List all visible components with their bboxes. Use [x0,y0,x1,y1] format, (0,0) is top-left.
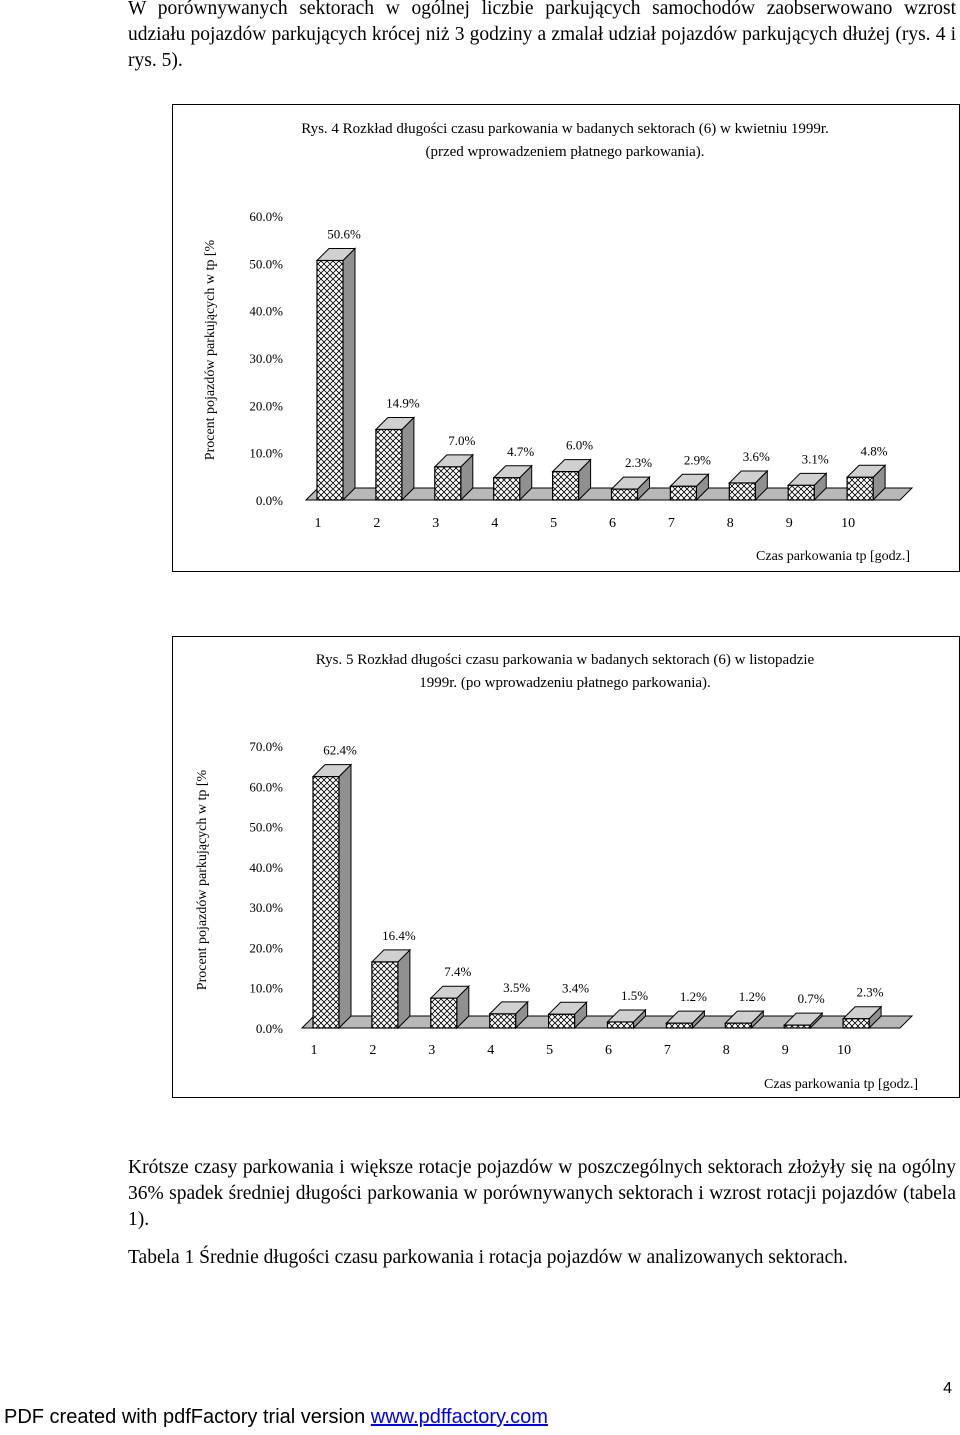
x-tick-label: 9 [785,516,793,531]
data-label: 2.9% [683,452,711,468]
data-label: 3.4% [562,980,590,996]
figure-4-title-line1: Rys. 4 Rozkład długości czasu parkowania w badanych sektorach (6) w kwietniu 1999r. [301,121,829,137]
footer-text: PDF created with pdfFactory trial version [4,1406,371,1428]
data-label: 7.4% [444,964,472,980]
x-tick-label: 1 [314,516,322,531]
data-label: 16.4% [382,927,416,943]
y-tick-label: 10.0% [249,445,283,461]
data-label: 2.3% [624,455,653,471]
x-tick-label: 5 [546,1043,554,1058]
x-tick-label: 2 [369,1043,377,1058]
x-axis-label: Czas parkowania tp [godz.] [764,1077,918,1092]
pdf-footer [4,1406,548,1429]
x-tick-label: 3 [428,1043,436,1058]
x-tick-label: 6 [605,1043,612,1058]
data-label: 4.8% [860,443,888,459]
y-axis-label: Procent pojazdów parkujących w tp [% [195,769,210,991]
x-tick-label: 2 [373,516,381,531]
data-label: 62.4% [323,742,357,758]
x-tick-label: 4 [491,516,499,531]
y-tick-label: 30.0% [249,900,283,916]
data-label: 14.9% [386,395,420,411]
x-tick-label: 3 [432,516,440,531]
y-tick-label: 60.0% [249,209,283,224]
x-tick-label: 4 [487,1043,495,1058]
y-tick-label: 40.0% [249,303,283,319]
page-number: 4 [943,1380,952,1397]
bar [431,986,469,1028]
x-tick-label: 7 [667,516,675,531]
data-label: 2.3% [856,984,884,1000]
x-tick-label: 7 [663,1043,671,1058]
table-caption: Tabela 1 Średnie długości czasu parkowania i rotacja pojazdów w analizowanych sektorach. [128,1247,848,1268]
data-label: 50.6% [327,226,361,242]
data-label: 3.6% [742,448,770,464]
y-tick-label: 50.0% [249,256,283,272]
x-tick-label: 5 [550,516,558,531]
y-tick-label: 60.0% [249,779,283,795]
x-tick-label: 10 [837,1043,852,1058]
data-label: 6.0% [566,437,594,453]
intro-paragraph: W porównywanych sektorach w ogólnej liczbie parkujących samochodów zaobserwowano wzrost udziału pojazdów parkujących krócej niż 3 godziny a zmalał udział pojazdów parkujących dłużej (rys. 4 i rys. 5). [128,0,956,71]
y-tick-label: 70.0% [249,739,283,754]
data-label: 0.7% [797,991,825,1007]
bar [372,950,410,1028]
y-tick-label: 20.0% [249,398,283,414]
y-tick-label: 0.0% [255,1021,283,1036]
data-label: 1.2% [738,989,766,1005]
data-label: 3.1% [801,451,829,467]
y-tick-label: 10.0% [249,980,283,996]
data-label: 1.5% [620,987,649,1003]
y-tick-label: 20.0% [249,940,283,956]
x-tick-label: 1 [310,1043,318,1058]
y-tick-label: 50.0% [249,819,283,835]
figure-5-title-line2: 1999r. (po wprowadzeniu płatnego parkowania). [419,675,711,691]
data-label: 1.2% [679,989,707,1005]
x-tick-label: 10 [841,516,856,531]
data-label: 3.5% [503,979,531,995]
x-tick-label: 9 [781,1043,789,1058]
x-tick-label: 6 [609,516,616,531]
figure-4-title-line2: (przed wprowadzeniem płatnego parkowania). [425,144,705,160]
y-axis-label: Procent pojazdów parkujących w tp [% [203,239,218,461]
bar [313,765,351,1028]
y-tick-label: 30.0% [249,351,283,366]
figure-5-title-line1: Rys. 5 Rozkład długości czasu parkowania w badanych sektorach (6) w listopadzie [315,652,815,668]
x-tick-label: 8 [726,516,734,531]
data-label: 7.0% [448,432,476,448]
x-tick-label: 8 [722,1043,730,1058]
data-label: 4.7% [507,443,535,459]
y-tick-label: 0.0% [255,493,283,508]
footer-link[interactable]: www.pdffactory.com [370,1406,548,1428]
paragraph-2: Krótsze czasy parkowania i większe rotacje pojazdów w poszczególnych sektorach złożyły się na ogólny 36% spadek średniej długości parkowania w porównywanych sektorach i wzrost rotacji pojazdów (tabela 1). [128,1157,956,1230]
y-tick-label: 40.0% [249,859,283,875]
x-axis-label: Czas parkowania tp [godz.] [756,549,910,564]
